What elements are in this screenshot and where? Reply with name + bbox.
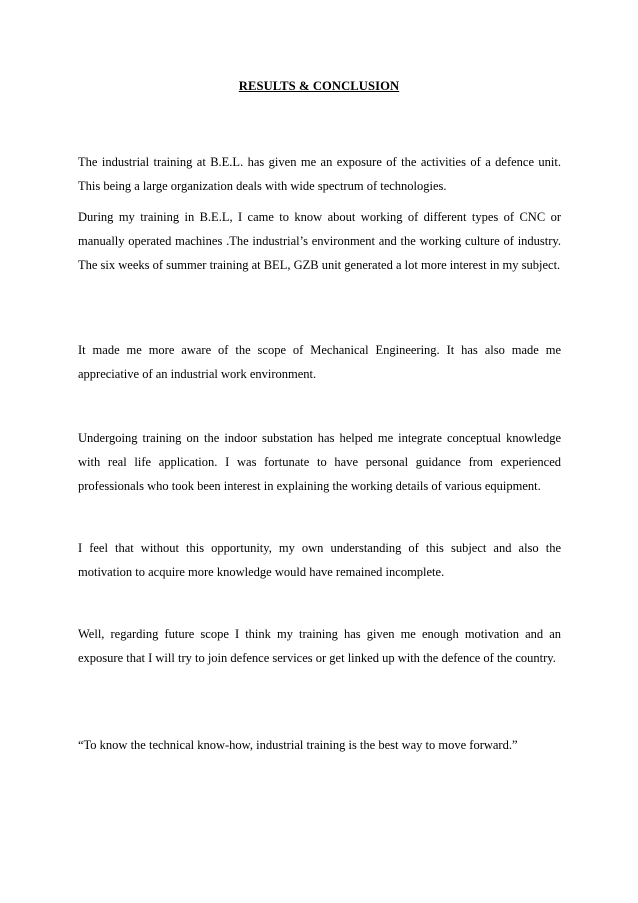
page-title: RESULTS & CONCLUSION [238, 79, 400, 93]
paragraph-substation: Undergoing training on the indoor substation has helped me integrate conceptual knowledge with real life application. I was fortunate to have personal guidance from experienced professionals who took been interest in explaining the working details of various equipment. [78, 431, 561, 493]
paragraph-quote: “To know the technical know-how, industrial training is the best way to move forward.” [78, 738, 518, 752]
paragraph-training-details: During my training in B.E.L, I came to know about working of different types of CNC or manually operated machines .The industrial’s environment and the working culture of industry. The six weeks of summer training at BEL, GZB unit generated a lot more interest in my subject. [78, 210, 561, 272]
paragraph-future-scope: Well, regarding future scope I think my training has given me enough motivation and an exposure that I will try to join defence services or get linked up with the defence of the country. [78, 627, 561, 665]
paragraph-awareness: It made me more aware of the scope of Mechanical Engineering. It has also made me appreciative of an industrial work environment. [78, 343, 561, 381]
paragraph-opportunity: I feel that without this opportunity, my own understanding of this subject and also the motivation to acquire more knowledge would have remained incomplete. [78, 541, 561, 579]
paragraph-intro: The industrial training at B.E.L. has given me an exposure of the activities of a defence unit. This being a large organization deals with wide spectrum of technologies. [78, 155, 561, 193]
